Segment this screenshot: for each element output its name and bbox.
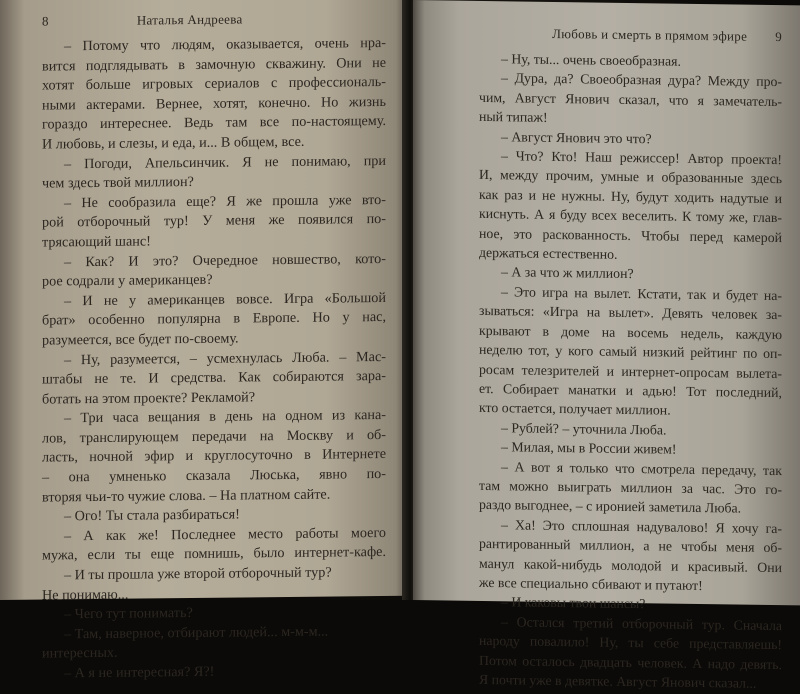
text-line: вторяя чьи-то чужие слова. – На платном сайте. [42, 486, 331, 506]
text-line: ными актерами. Вернее, хотят, конечно. Но жизнь [42, 93, 386, 114]
text-line: – Ого! Ты стала разбираться! [64, 506, 240, 525]
text-line: ное, это раскованность. Чтобы перед камерой [479, 225, 782, 245]
text-line: – Там, наверное, отбирают людей... м-м-м... [64, 623, 329, 643]
text-line: рантированный миллион, а не чтобы меня об- [479, 536, 782, 556]
text-line: – Чего тут понимать? [64, 605, 193, 623]
text-line: трясающий шанс! [42, 233, 151, 251]
text-line: Я почти уже в девятке. Август Янович сказал... [479, 671, 757, 691]
text-line: – А за что ж миллион? [501, 264, 634, 282]
text-line: хотят больше игровых сериалов с профессиональ- [42, 74, 386, 94]
text-line: – Как? И это? Очередное новшество, кото- [64, 250, 386, 270]
right-book-title: Любовь и смерть в прямом эфире [552, 25, 748, 44]
text-line: киснуть. А я буду всех веселить. К тому же, глав- [479, 206, 782, 226]
text-line: росам телезрителей и интернет-опросам вылета- [479, 361, 782, 381]
text-line: держаться естественно. [479, 244, 618, 262]
text-line: – И ты прошла уже второй отборочный тур? [64, 564, 332, 584]
left-text-body [42, 34, 386, 684]
text-line: – Три часа вещания в день на одном из кана- [64, 407, 386, 427]
text-line: – А я не интересная? Я?! [64, 663, 215, 682]
text-line: чим, Август Янович сказал, что я замечатель- [479, 89, 782, 109]
text-line: зываться: «Игра на вылет». Девять человек за- [479, 303, 782, 323]
text-line: – А вот я только что смотрела передачу, так [501, 458, 782, 478]
text-line: брат» особенно популярна в Европе. Но у нас, [42, 309, 386, 329]
right-page [413, 0, 800, 691]
text-line: манул какой-нибудь молодой и красивый. Они [479, 555, 782, 575]
text-line: – Ну, разумеется, – усмехнулась Люба. – Мас- [64, 348, 386, 368]
text-line: Потом осталось двадцать человек. А надо девять. [479, 652, 782, 672]
text-line: – Это игра на вылет. Кстати, так и будет на- [501, 284, 782, 304]
text-line: – она умненько сказала Люська, явно по- [42, 466, 386, 486]
text-line: вится подглядывать в замочную скважину. Они не [42, 54, 386, 75]
text-line: ет. Собирает манатки и адью! Тот последний, [479, 380, 782, 401]
text-line: – Ха! Это сплошная надувалово! Я хочу га- [501, 516, 782, 536]
text-line: – Не сообразила еще? Я же прошла уже вто- [64, 191, 386, 212]
left-running-head [42, 10, 386, 32]
text-line: – Август Янович это что? [501, 128, 652, 146]
text-line: народу повалило! Ну, ты себе представляешь! [479, 633, 782, 653]
right-text-body [479, 49, 782, 694]
left-author-name: Наталья Андреева [136, 11, 243, 28]
text-line: рой отборочный тур! У меня же появился по- [42, 211, 386, 231]
text-line: – Ну, ты... очень своеобразная. [501, 51, 681, 69]
text-line: разумеется, все будет по-своему. [42, 330, 239, 349]
text-line: кто остается, получает миллион. [479, 400, 671, 418]
text-line: ный типаж! [479, 109, 548, 126]
text-line: – Рублей? – уточнила Люба. [501, 419, 667, 438]
text-line: ботать на этом проекте? Рекламой? [42, 389, 256, 408]
text-line: мужа, если ты еще помнишь, было интернет-кафе. [42, 544, 386, 564]
text-line: ласть, ночной эфир и круглосуточно в Интернете [42, 446, 386, 467]
text-line: – И не у американцев вовсе. Игра «Большой [64, 289, 386, 310]
text-line: И, между прочим, умные и образованные здесь [479, 167, 782, 187]
text-line: – Дура, да? Своеобразная дура? Между про- [501, 70, 782, 90]
text-line: – Погоди, Апельсинчик. Я не понимаю, при [64, 152, 386, 172]
text-line: неделю тот, у кого самый низкий рейтинг по оп- [479, 342, 782, 362]
text-line: Не понимаю... [42, 586, 129, 604]
text-line: как раз и не нужны. Ну, будут ходить надутые и [479, 186, 782, 206]
text-line: чем здесь твой миллион? [42, 174, 194, 192]
text-line: крывают в доме на восемь недель, каждую [479, 322, 782, 342]
text-line: интересных. [42, 645, 118, 662]
text-line: – Что? Кто! Наш режиссер! Автор проекта! [501, 148, 782, 168]
text-line: же все специально сбивают и путают! [479, 574, 703, 594]
right-running-head [479, 25, 782, 47]
text-line: – А как же! Последнее место работы моего [64, 524, 386, 545]
text-line: гораздо интереснее. Ведь там все по-настоящему. [42, 113, 386, 133]
text-line: штабы не те. И средства. Как собираются зара- [42, 368, 386, 388]
right-page-number: 9 [775, 29, 782, 45]
text-line: – Милая, мы в России живем! [501, 439, 677, 457]
text-line: лов, транслирующем передачи на Москву и об- [42, 426, 386, 447]
text-line: И любовь, и слезы, и еда, и... В общем, все. [42, 133, 305, 153]
text-line: там можно выиграть миллион за час. Это го- [479, 477, 782, 498]
text-line: раздо выгоднее, – с иронией заметила Люба. [479, 497, 742, 516]
left-page-number: 8 [42, 13, 49, 29]
text-line: рое содрали у американцев? [42, 271, 213, 290]
text-line: – И каковы твои шансы? [501, 594, 646, 612]
text-line: – Потому что людям, оказывается, очень нра- [64, 34, 386, 55]
text-line: – Остался третий отборочный тур. Сначала [501, 614, 782, 633]
